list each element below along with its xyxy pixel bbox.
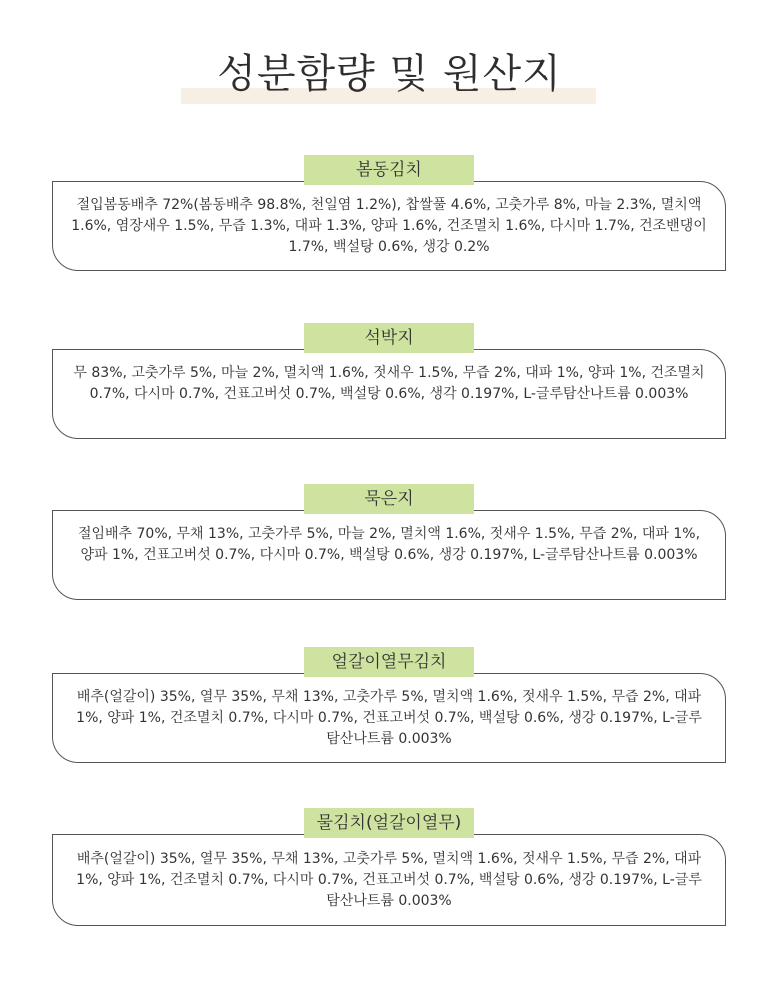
ingredient-box (52, 181, 726, 271)
section-water-kimchi (52, 808, 726, 928)
ingredient-text: 배추(얼갈이) 35%, 열무 35%, 무채 13%, 고춧가루 5%, 멸치액 1.6%, 젓새우 1.5%, 무즙 2%, 대파 1%, 양파 1%, 건조멸치 0.7%, 다시마 0.7%, 건표고버섯 0.7%, 백설탕 0.6%, 생강 0.197%, L-글루탐산나트륨 0.003% (76, 689, 702, 747)
section-spring-cabbage-kimchi (52, 155, 726, 275)
section-aged-kimchi (52, 484, 726, 604)
ingredient-box (52, 673, 726, 763)
section-radish-kimchi (52, 323, 726, 443)
page-title: 성분함량 및 원산지 (217, 51, 562, 97)
section-label: 물김치(얼갈이열무) (304, 808, 474, 838)
ingredient-text: 배추(얼갈이) 35%, 열무 35%, 무채 13%, 고춧가루 5%, 멸치액 1.6%, 젓새우 1.5%, 무즙 2%, 대파 1%, 양파 1%, 건조멸치 0.7%, 다시마 0.7%, 건표고버섯 0.7%, 백설탕 0.6%, 생강 0.197%, L-글루탐산나트륨 0.003% (76, 851, 702, 909)
section-young-radish-kimchi (52, 647, 726, 767)
ingredient-text: 무 83%, 고춧가루 5%, 마늘 2%, 멸치액 1.6%, 젓새우 1.5%, 무즙 2%, 대파 1%, 양파 1%, 건조멸치 0.7%, 다시마 0.7%, 건표고버섯 0.7%, 백설탕 0.6%, 생각 0.197%, L-글루탐산나트륨 0.003% (73, 365, 705, 402)
ingredient-text: 절입봄동배추 72%(봄동배추 98.8%, 천일염 1.2%), 찹쌀풀 4.6%, 고춧가루 8%, 마늘 2.3%, 멸치액 1.6%, 염장새우 1.5%, 무즙 1.3%, 대파 1.3%, 양파 1.6%, 건조멸치 1.6%, 다시마 1.7%, 건조밴댕이 1.7%, 백설탕 0.6%, 생강 0.2% (71, 197, 707, 255)
section-label: 묵은지 (304, 484, 474, 514)
ingredient-box (52, 349, 726, 439)
ingredient-text: 절임배추 70%, 무채 13%, 고춧가루 5%, 마늘 2%, 멸치액 1.6%, 젓새우 1.5%, 무즙 2%, 대파 1%, 양파 1%, 건표고버섯 0.7%, 다시마 0.7%, 백설탕 0.6%, 생강 0.197%, L-글루탐산나트륨 0.003% (77, 526, 701, 563)
section-label: 얼갈이열무김치 (304, 647, 474, 677)
ingredient-box (52, 510, 726, 600)
section-label: 봄동김치 (304, 155, 474, 185)
page-header (0, 48, 779, 110)
ingredient-box (52, 834, 726, 926)
section-label: 석박지 (304, 323, 474, 353)
